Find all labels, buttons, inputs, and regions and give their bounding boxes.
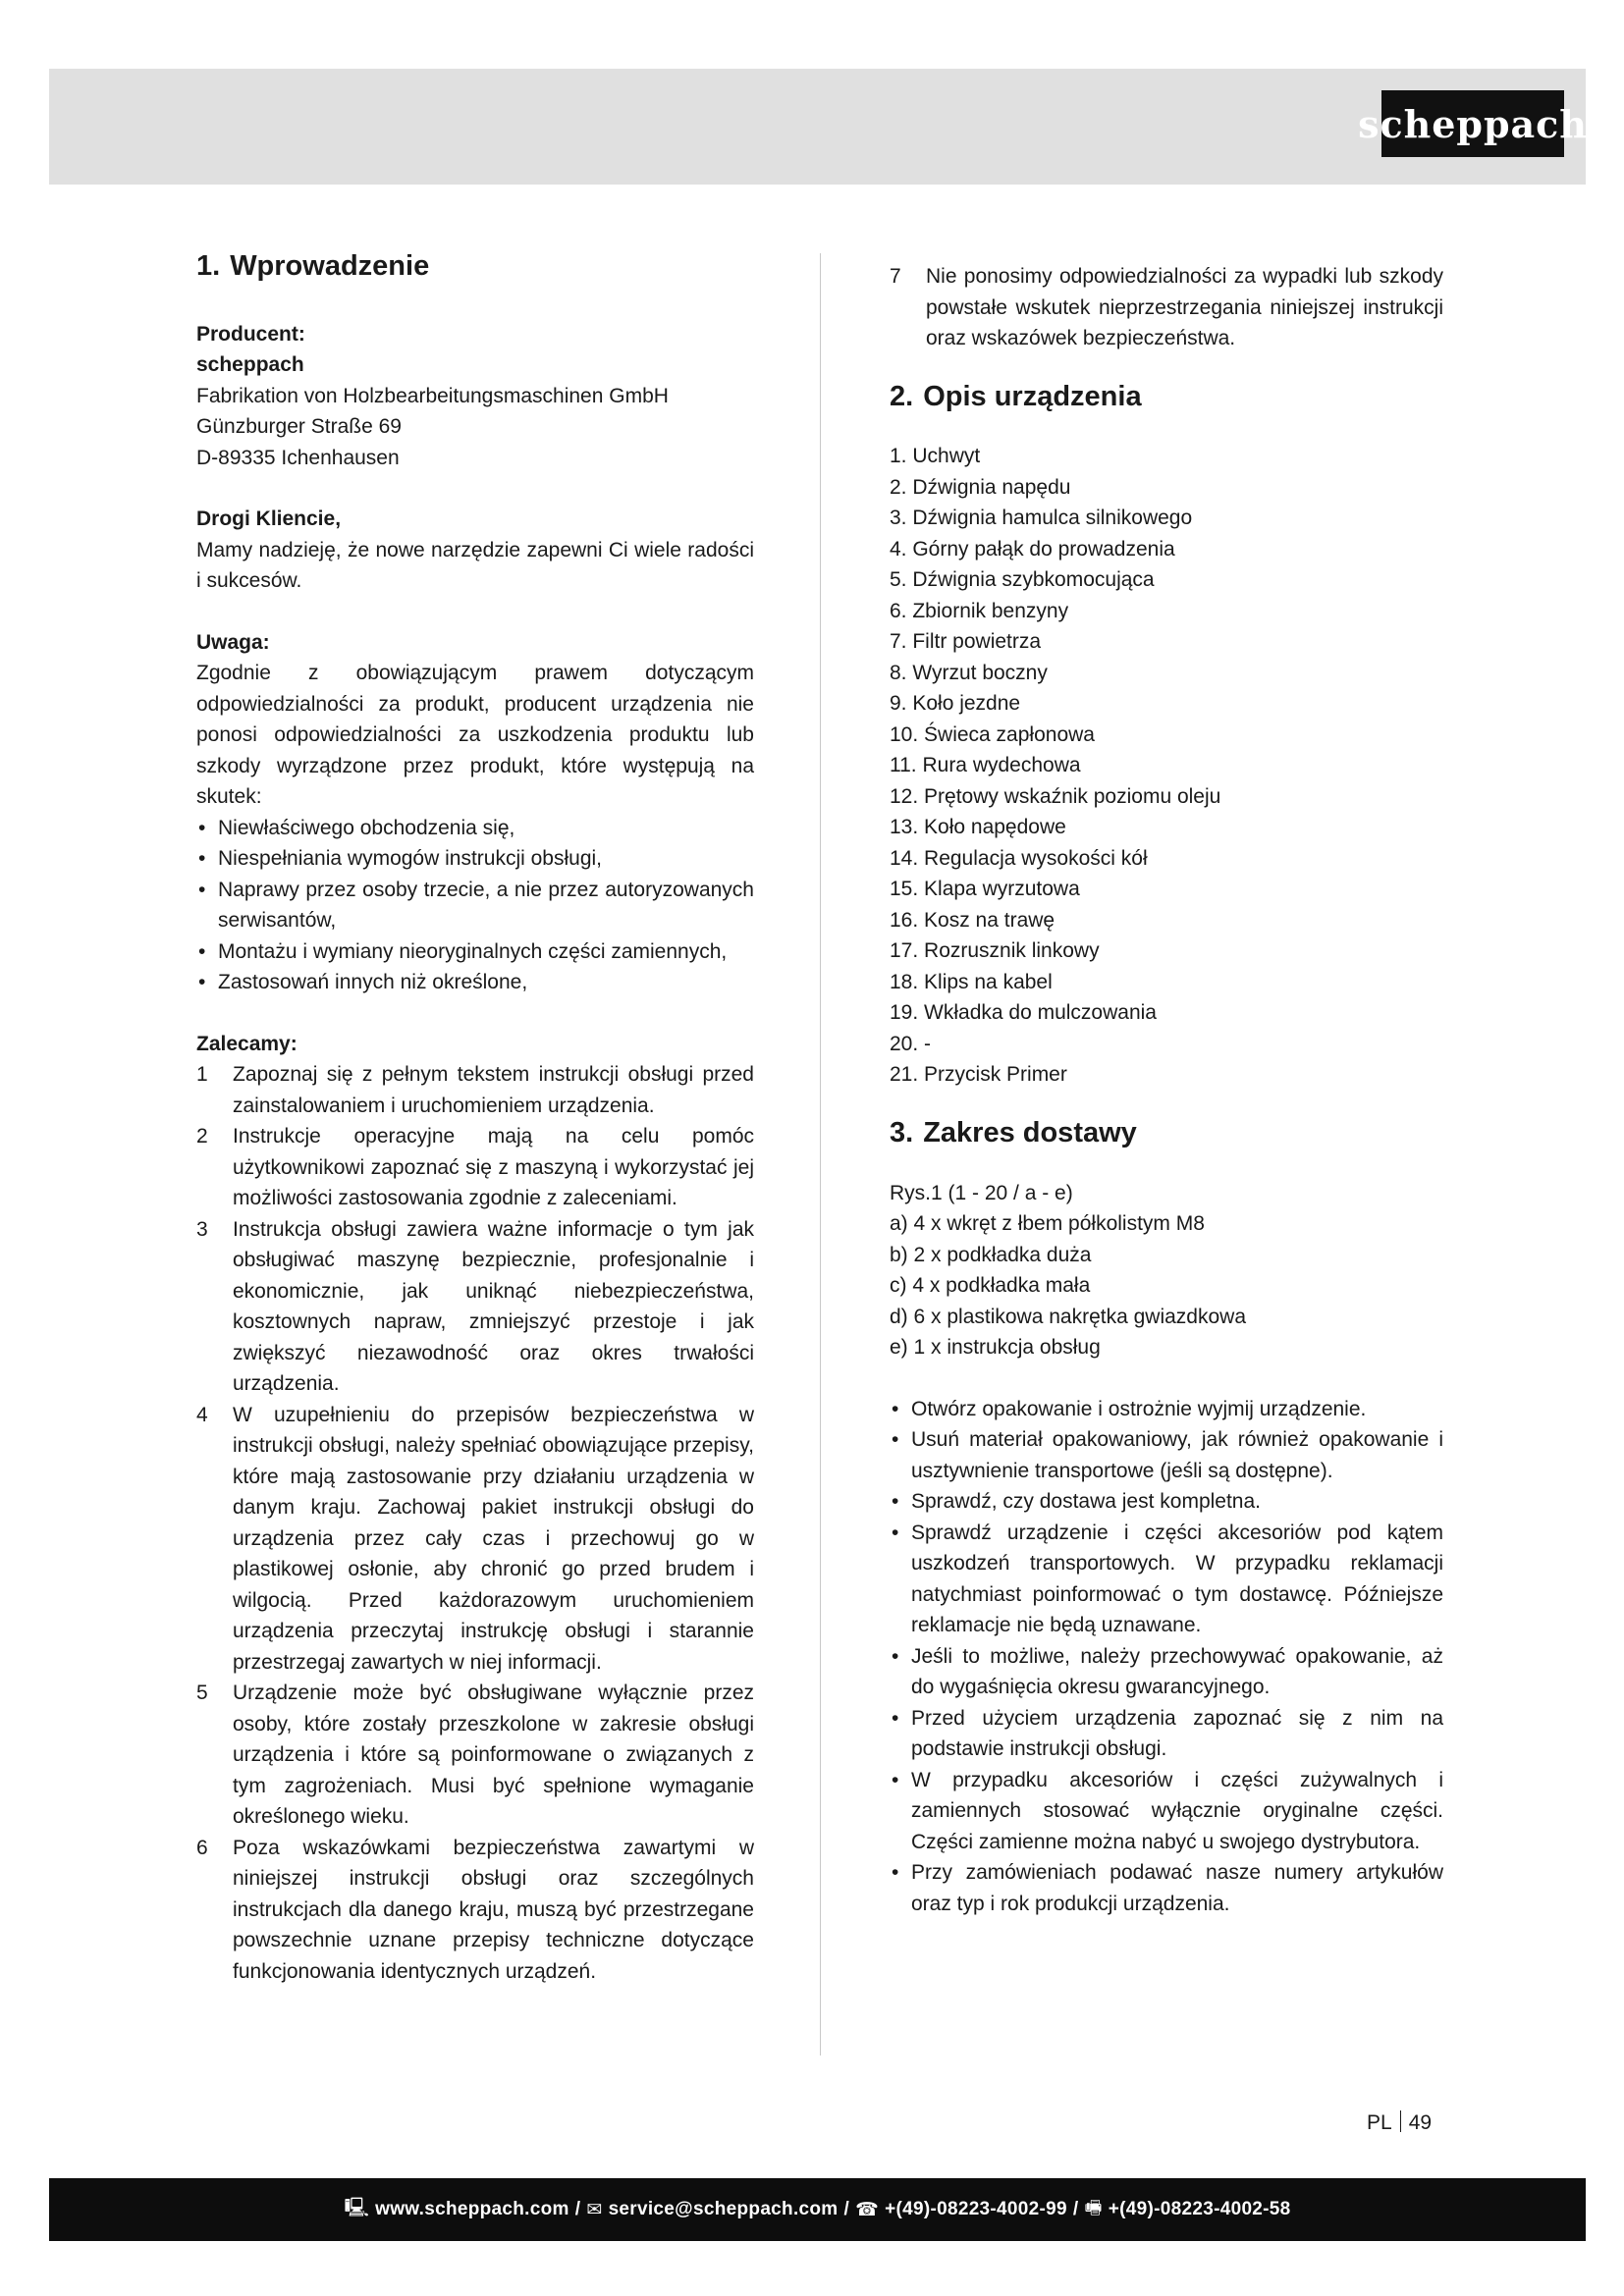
list-item: 3 Instrukcja obsługi zawiera ważne informacje o tym jak obsługiwać maszynę bezpiecznie, profesjonalnie i ekonomicznie, jak uniknąć niebezpieczeństwa, kosztownych napraw, zmniejszyć przestoje i jak zwiększyć niezawodność oraz okres trwałości urządzenia.	[196, 1217, 754, 1396]
list-item: 10. Świeca zapłonowa	[890, 722, 1095, 746]
list-item: 5. Dźwignia szybkomocująca	[890, 568, 1155, 592]
list-item: 14. Regulacja wysokości kół	[890, 846, 1148, 870]
list-item: 2 Instrukcje operacyjne mają na celu pomóc użytkownikowi zapoznać się z maszyną i wykorzystać jej możliwości zastosowania zgodnie z zaleceniami.	[196, 1125, 754, 1210]
list-item: • Niewłaściwego obchodzenia się,	[196, 813, 754, 844]
list-item: Rys.1 (1 - 20 / a - e)	[890, 1181, 1073, 1204]
list-item: 11. Rura wydechowa	[890, 754, 1081, 777]
list-item: 18. Klips na kabel	[890, 970, 1053, 993]
list-item: 8. Wyrzut boczny	[890, 661, 1048, 684]
list-item: 6 Poza wskazówkami bezpieczeństwa zawartymi w niniejszej instrukcji obsługi oraz szczególnych instrukcjach dla danego kraju, muszą być przestrzegane powszechnie uznane przepisy techniczne dotyczące funkcjonowania identycznych urządzeń.	[196, 1836, 754, 1983]
list-item: 17. Rozrusznik linkowy	[890, 939, 1100, 963]
right-column	[890, 261, 1443, 1919]
list-item: 21. Przycisk Primer	[890, 1063, 1067, 1087]
column-divider	[820, 253, 821, 2056]
dear-customer-label: Drogi Kliencie,	[196, 507, 342, 531]
list-item: • Otwórz opakowanie i ostrożnie wyjmij urządzenie.	[890, 1394, 1443, 1425]
list-item: 4. Górny pałąk do prowadzenia	[890, 537, 1175, 561]
list-item: e) 1 x instrukcja obsług	[890, 1336, 1101, 1360]
section-1-heading: 1. Wprowadzenie	[196, 250, 430, 282]
list-item: 20. -	[890, 1032, 932, 1055]
section-2-heading: 2. Opis urządzenia	[890, 380, 1142, 412]
list-item: 7. Filtr powietrza	[890, 630, 1042, 654]
dear-customer-text: Mamy nadzieję, że nowe narzędzie zapewni Ci wiele radości i sukcesów.	[196, 538, 754, 593]
list-item: d) 6 x plastikowa nakrętka gwiazdkowa	[890, 1305, 1247, 1328]
fax-icon: 🖷	[1084, 2198, 1103, 2218]
list-item: • Jeśli to możliwe, należy przechowywać opakowanie, aż do wygaśnięcia okresu gwarancyjnego.	[890, 1641, 1443, 1703]
scheppach-logo: scheppach	[1381, 90, 1564, 157]
list-item: 4 W uzupełnieniu do przepisów bezpieczeństwa w instrukcji obsługi, należy spełniać obowiązujące przepisy, które mają zastosowanie przy działaniu urządzenia w danym kraju. Zachowaj pakiet instrukcji obsługi do urządzenia przez cały czas i przechowuj go w plastikowej osłonie, aby chronić go przed brudem i wilgocią. Przed każdorazowym uruchomieniem urządzenia przeczytaj instrukcję obsługi i starannie przestrzegaj zawartych w niej informacji.	[196, 1403, 754, 1674]
recommend-list	[196, 1059, 754, 1987]
contact-footer: 🖳 www.scheppach.com / ✉ service@scheppach.com / ☎ +(49)-08223-4002-99 / 🖷 +(49)-08223-4002-58	[49, 2178, 1586, 2241]
recommend-list-continued	[890, 261, 1443, 354]
email-icon: ✉	[586, 2199, 603, 2220]
list-item: • Sprawdź, czy dostawa jest kompletna.	[890, 1486, 1443, 1518]
list-item: • Zastosowań innych niż określone,	[196, 967, 754, 998]
list-item: 12. Prętowy wskaźnik poziomu oleju	[890, 784, 1221, 808]
parts-list	[890, 441, 1443, 1091]
list-item: 19. Wkładka do mulczowania	[890, 1001, 1157, 1025]
fax-number: +(49)-08223-4002-58	[1108, 2199, 1291, 2219]
list-item: • W przypadku akcesoriów i części zużywalnych i zamiennych stosować wyłącznie oryginalne części. Części zamienne można nabyć u swojego dystrybutora.	[890, 1765, 1443, 1858]
note-text: Zgodnie z obowiązującym prawem dotyczącym odpowiedzialności za produkt, producent urządzenia nie ponosi odpowiedzialności za uszkodzenia produktu lub szkody wyrządzone przez produkt, które występują na skutek:	[196, 662, 754, 809]
note-label: Uwaga:	[196, 630, 270, 654]
page-language: PL	[1367, 2111, 1392, 2134]
list-item: • Przy zamówieniach podawać nasze numery artykułów oraz typ i rok produkcji urządzenia.	[890, 1857, 1443, 1919]
email-link[interactable]: service@scheppach.com	[608, 2199, 839, 2219]
list-item: 7 Nie ponosimy odpowiedzialności za wypadki lub szkody powstałe wskutek nieprzestrzegania niniejszej instrukcji oraz wskazówek bezpieczeństwa.	[890, 265, 1443, 349]
list-item: 9. Koło jezdne	[890, 692, 1021, 716]
list-item: 3. Dźwignia hamulca silnikowego	[890, 507, 1193, 530]
list-item: • Niespełniania wymogów instrukcji obsługi,	[196, 843, 754, 875]
recommend-label: Zalecamy:	[196, 1032, 298, 1055]
list-item: 1 Zapoznaj się z pełnym tekstem instrukcji obsługi przed zainstalowaniem i uruchomieniem urządzenia.	[196, 1063, 754, 1117]
page-num: 49	[1408, 2111, 1433, 2134]
list-item: 1. Uchwyt	[890, 445, 981, 468]
list-item: 6. Zbiornik benzyny	[890, 599, 1069, 622]
list-item: • Przed użyciem urządzenia zapoznać się z nim na podstawie instrukcji obsługi.	[890, 1703, 1443, 1765]
list-item: • Naprawy przez osoby trzecie, a nie przez autoryzowanych serwisantów,	[196, 875, 754, 936]
list-item: • Usuń materiał opakowaniowy, jak również opakowanie i usztywnienie transportowe (jeśli są dostępne).	[890, 1424, 1443, 1486]
producer-label: Producent:	[196, 322, 305, 346]
list-item: 2. Dźwignia napędu	[890, 475, 1071, 499]
address-line: Günzburger Straße 69	[196, 415, 402, 439]
list-item: 5 Urządzenie może być obsługiwane wyłącznie przez osoby, które zostały przeszkolone w zakresie obsługi urządzenia i które są poinformowane o związanych z tym zagrożeniach. Musi być spełnione wymaganie określonego wieku.	[196, 1682, 754, 1829]
section-3-heading: 3. Zakres dostawy	[890, 1116, 1137, 1148]
note-bullet-list	[196, 813, 754, 998]
phone-icon: ☎	[855, 2199, 880, 2220]
monitor-icon: 🖳	[344, 2198, 370, 2218]
list-item: c) 4 x podkładka mała	[890, 1274, 1091, 1298]
page-number	[1367, 2110, 1432, 2135]
unpacking-bullet-list	[890, 1394, 1443, 1920]
address-line: Fabrikation von Holzbearbeitungsmaschinen GmbH	[196, 384, 669, 407]
list-item: • Montażu i wymiany nieoryginalnych części zamiennych,	[196, 936, 754, 968]
page-header	[49, 69, 1586, 185]
list-item: 16. Kosz na trawę	[890, 908, 1056, 932]
website-link[interactable]: www.scheppach.com	[375, 2199, 569, 2219]
list-item: 15. Klapa wyrzutowa	[890, 878, 1080, 901]
list-item: a) 4 x wkręt z łbem półkolistym M8	[890, 1212, 1205, 1236]
delivery-list	[890, 1178, 1443, 1363]
left-column	[196, 249, 754, 1987]
list-item: b) 2 x podkładka duża	[890, 1243, 1092, 1266]
address-line: D-89335 Ichenhausen	[196, 446, 400, 469]
list-item: • Sprawdź urządzenie i części akcesoriów pod kątem uszkodzeń transportowych. W przypadku reklamacji natychmiast poinformować o tym dostawcę. Późniejsze reklamacje nie będą uznawane.	[890, 1518, 1443, 1641]
phone-number[interactable]: +(49)-08223-4002-99	[885, 2199, 1067, 2219]
producer-name: scheppach	[196, 353, 304, 377]
list-item: 13. Koło napędowe	[890, 816, 1066, 839]
